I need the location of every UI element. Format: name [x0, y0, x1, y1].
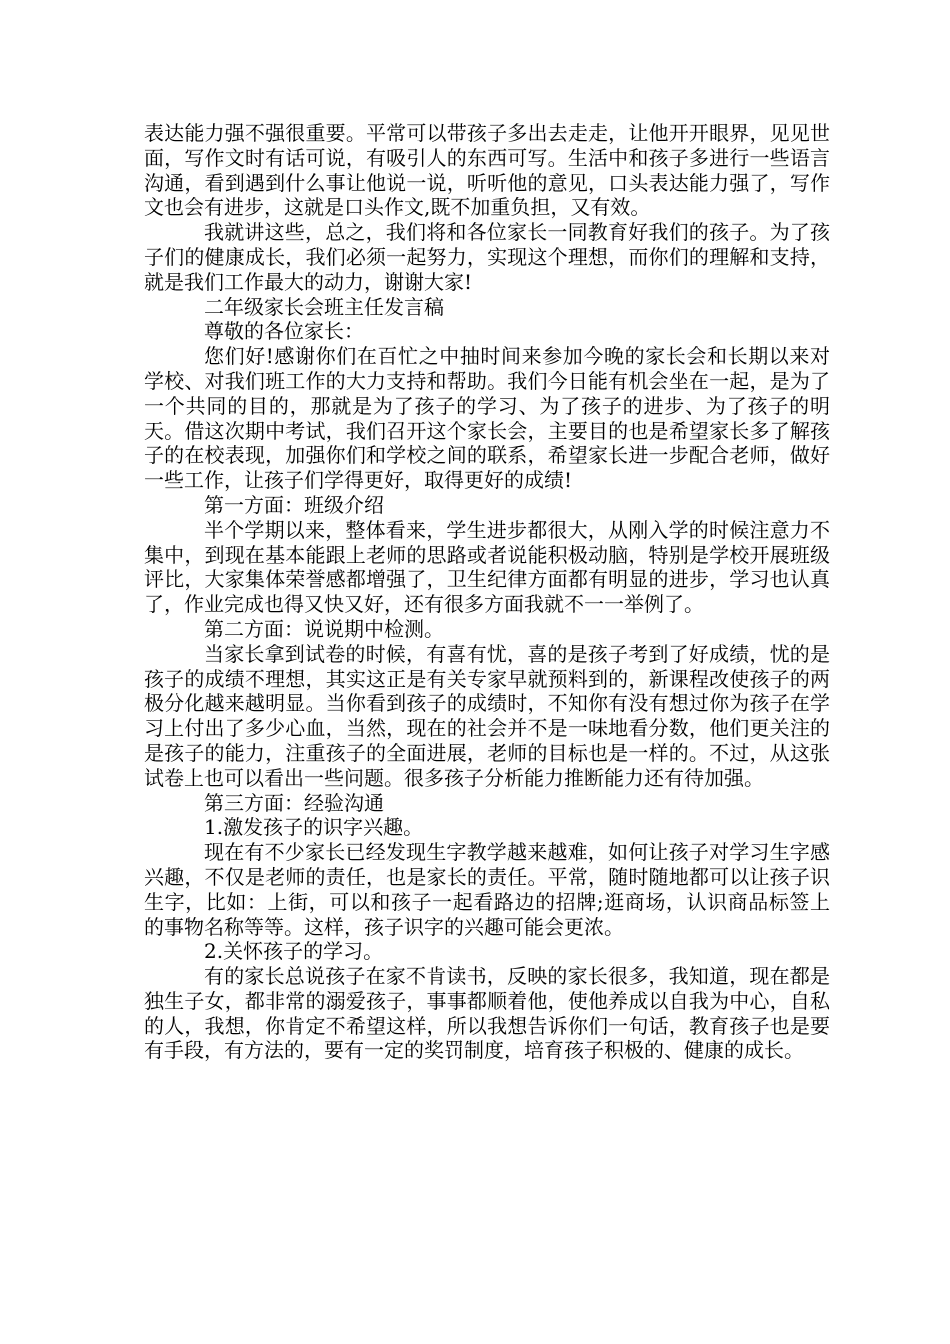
subheading-1: 1.激发孩子的识字兴趣。: [204, 815, 424, 840]
paragraph-1: 表达能力强不强很重要。平常可以带孩子多出去走走，让他开开眼界，见见世面，写作文时有话可说，有吸引人的东西可写。生活中和孩子多进行一些语言沟通，看到遇到什么事让他说一说，听听他的意见，口头表达能力强了，写作文也会有进步，这就是口头作文,既不加重负担，又有效。: [144, 121, 830, 220]
heading-part-2: 第二方面：说说期中检测。: [204, 616, 444, 641]
paragraph-part-2: 当家长拿到试卷的时候，有喜有忧，喜的是孩子考到了好成绩，忧的是孩子的成绩不理想，其实这正是有关专家早就预料到的，新课程改使孩子的两极分化越来越明显。当你看到孩子的成绩时，不知你有没有想过你为孩子在学习上付出了多少心血，当然，现在的社会并不是一味地看分数，他们更关注的是孩子的能力，注重孩子的全面进展，老师的目标也是一样的。不过，从这张试卷上也可以看出一些问题。很多孩子分析能力推断能力还有待加强。: [144, 641, 830, 790]
document-page: [144, 121, 830, 1063]
paragraph-sub-1: 现在有不少家长已经发现生字教学越来越难，如何让孩子对学习生字感兴趣，不仅是老师的责任，也是家长的责任。平常，随时随地都可以让孩子识生字，比如：上街，可以和孩子一起看路边的招牌;逛商场，认识商品标签上的事物名称等等。这样，孩子识字的兴趣可能会更浓。: [144, 840, 830, 939]
heading-part-3: 第三方面：经验沟通: [204, 790, 384, 815]
subheading-2: 2.关怀孩子的学习。: [204, 939, 384, 964]
paragraph-sub-2: 有的家长总说孩子在家不肯读书，反映的家长很多，我知道，现在都是独生子女，都非常的溺爱孩子，事事都顺着他，使他养成以自我为中心，自私的人，我想，你肯定不希望这样，所以我想告诉你们一句话，教育孩子也是要有手段，有方法的，要有一定的奖罚制度，培育孩子积极的、健康的成长。: [144, 964, 830, 1063]
heading-part-1: 第一方面：班级介绍: [204, 492, 384, 517]
paragraph-greeting: 您们好!感谢你们在百忙之中抽时间来参加今晚的家长会和长期以来对学校、对我们班工作的大力支持和帮助。我们今日能有机会坐在一起，是为了一个共同的目的，那就是为了孩子的学习、为了孩子的进步、为了孩子的明天。借这次期中考试，我们召开这个家长会，主要目的也是希望家长多了解孩子的在校表现，加强你们和学校之间的联系，希望家长进一步配合老师，做好一些工作，让孩子们学得更好，取得更好的成绩!: [144, 344, 830, 493]
salutation: 尊敬的各位家长：: [204, 319, 364, 344]
paragraph-2: 我就讲这些，总之，我们将和各位家长一同教育好我们的孩子。为了孩子们的健康成长，我们必须一起努力，实现这个理想，而你们的理解和支持，就是我们工作最大的动力，谢谢大家!: [144, 220, 830, 294]
paragraph-part-1: 半个学期以来，整体看来，学生进步都很大，从刚入学的时候注意力不集中，到现在基本能跟上老师的思路或者说能积极动脑，特别是学校开展班级评比，大家集体荣誉感都增强了，卫生纪律方面都有明显的进步，学习也认真了，作业完成也得又快又好，还有很多方面我就不一一举例了。: [144, 517, 830, 617]
section-title: 二年级家长会班主任发言稿: [204, 294, 444, 319]
